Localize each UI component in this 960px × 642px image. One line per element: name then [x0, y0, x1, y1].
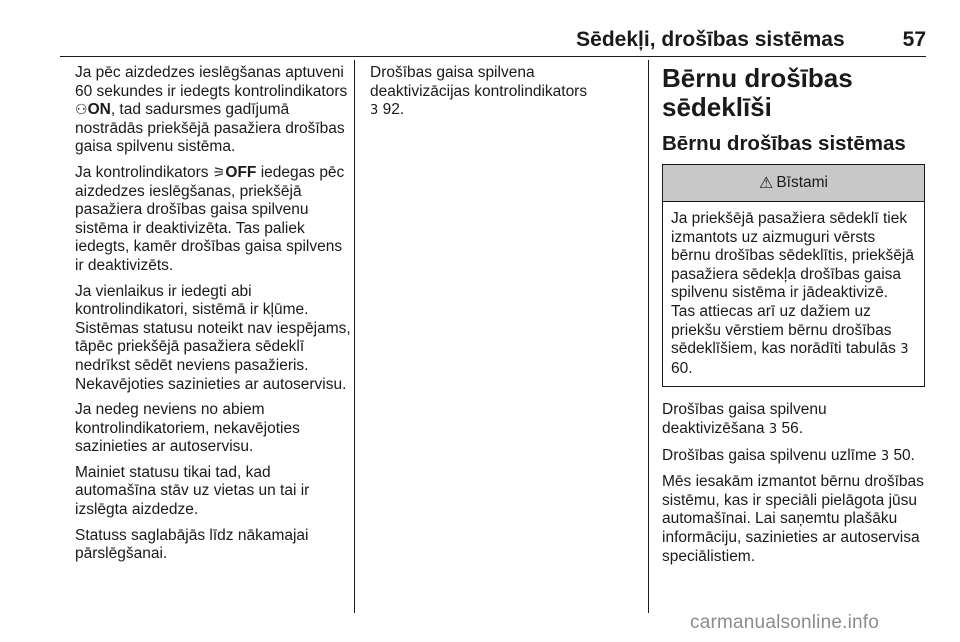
page-header [60, 28, 926, 52]
paragraph-airbag-deactivation-ref: Drošības gaisa spilvenu deaktivizēšana 3 56. [662, 401, 827, 437]
page-title: Sēdekļi, drošības sistēmas [576, 28, 845, 51]
watermark: carmanualsonline.info [690, 612, 880, 633]
airbag-on-icon: ⚇ [75, 102, 88, 119]
paragraph-airbag-label-ref: Drošības gaisa spilvenu uzlīme 3 50. [662, 446, 915, 464]
paragraph-change-status: Mainiet statusu tikai tad, kad automašīna stāv uz vietas un tai ir izslēgta aizdedze. [75, 463, 310, 519]
column-divider-1 [354, 60, 355, 613]
header-divider [60, 56, 926, 57]
subsection-heading: Bērnu drošības sistēmas [662, 132, 906, 155]
warning-title: Bīstami [776, 173, 829, 191]
page-ref-link[interactable]: 50. [893, 446, 915, 464]
column-middle [370, 64, 638, 128]
paragraph-airbag-off: Ja kontrolindikators ⚞OFF iedegas pēc aizdedzes ieslēgšanas, priekšējā pasažiera drošības gaisa spilvenu sistēma ir deaktivizēta. Tas paliek iedegts, kamēr drošības gaisa spilvens ir deaktivizēts. [75, 163, 345, 274]
warning-header [663, 165, 924, 202]
paragraph-airbag-on: Ja pēc aizdedzes ieslēgšanas aptuveni 60 sekundes ir iedegts kontrolindikators ⚇ON, tad sadursmes gadījumā nostrādās priekšējā pasažiera drošības gaisa spilvenu sistēma. [75, 64, 348, 156]
page-ref-icon: 3 [370, 103, 379, 119]
paragraph-both-lit: Ja vienlaikus ir iedegti abi kontrolindikatori, sistēmā ir kļūme. Sistēmas statusu noteikt nav iespējams, tāpēc priekšējā pasažiera sēdeklī nedrīkst sēdēt neviens pasažieris. Nekavējoties sazinieties ar autoservisu. [75, 282, 351, 393]
paragraph-recommendation: Mēs iesakām izmantot bērnu drošības sistēmu, kas ir speciāli pielāgota jūsu automašīnai. Lai saņemtu plašāku informāciju, sazinieties ar autoservisa speciālistiem. [662, 473, 924, 565]
page-ref-link[interactable]: 60. [671, 359, 693, 377]
column-right [662, 64, 930, 573]
page-ref-icon: 3 [768, 421, 778, 437]
column-left [75, 64, 351, 571]
page-ref-icon: 3 [880, 448, 890, 464]
column-divider-2 [648, 60, 649, 613]
page-ref-icon: 3 [900, 342, 909, 358]
page-number: 57 [902, 28, 926, 51]
section-heading: Bērnu drošības sēdeklīši [662, 63, 853, 122]
paragraph-status-saved: Statuss saglabājās līdz nākamajai pārslēgšanai. [75, 526, 309, 563]
paragraph-deactivation-indicator: Drošības gaisa spilvena deaktivizācijas kontrolindikators 3 92. [370, 64, 588, 119]
warning-box [662, 164, 925, 387]
page-ref-link[interactable]: 92. [382, 101, 405, 119]
warning-triangle-icon: ⚠ [758, 172, 774, 192]
paragraph-none-lit: Ja nedeg neviens no abiem kontrolindikatoriem, nekavējoties sazinieties ar autoservisu. [75, 401, 300, 456]
warning-body: Ja priekšējā pasažiera sēdeklī tiek izmantots uz aizmuguri vērsts bērnu drošības sēdeklītis, priekšējā pasažiera sēdekļa drošības gaisa spilvenu sistēma ir jādeaktivizē. Tas attiecas arī uz dažiem uz priekšu vērstiem bērnu drošības sēdeklīšiem, kas norādīti tabulās 3 60. [671, 210, 914, 377]
airbag-off-icon: ⚞ [212, 164, 226, 181]
page-ref-link[interactable]: 56. [781, 419, 804, 437]
